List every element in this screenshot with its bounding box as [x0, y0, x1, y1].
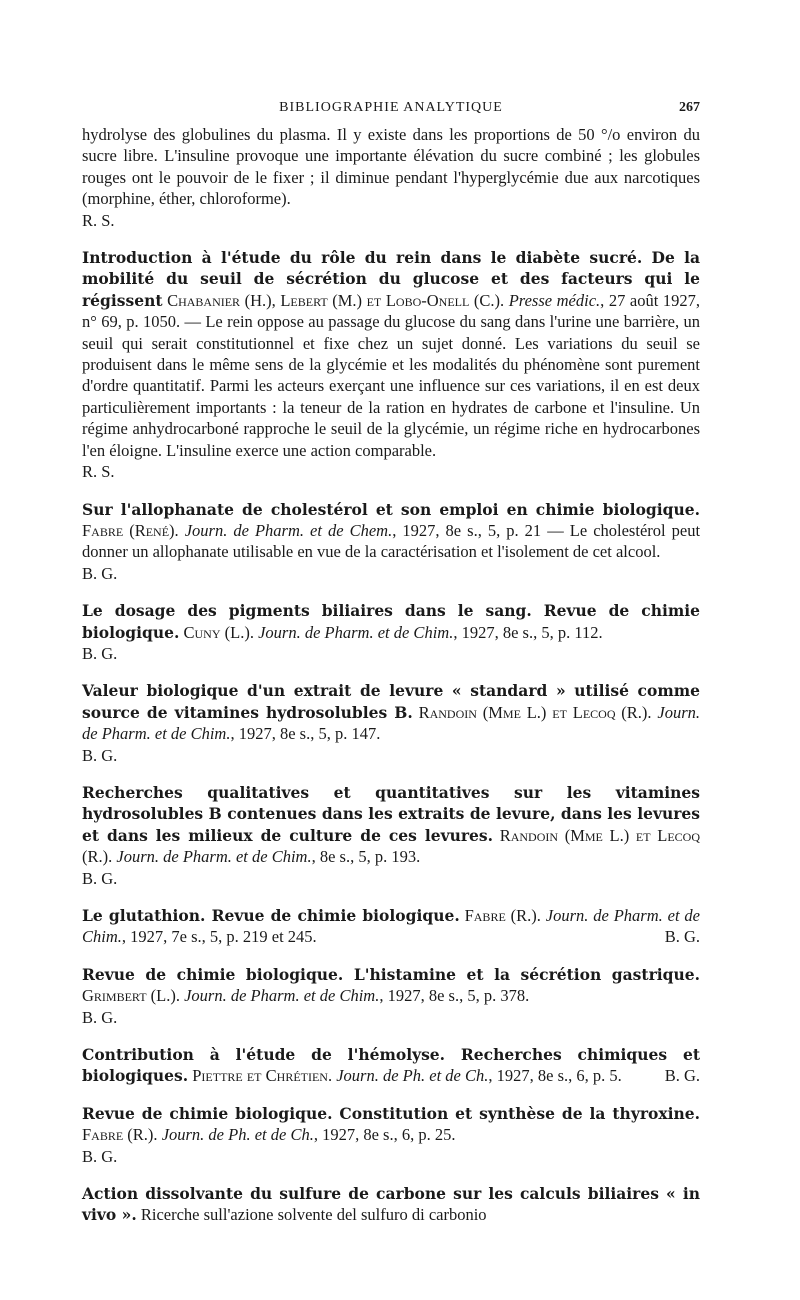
entry-reference: , 1927, 8e s., 5, p. 21 — [392, 520, 542, 540]
entry-signature: R. S. — [82, 462, 115, 482]
entry-authors: Chabanier (H.), Lebert (M.) et Lobo-Onell (C.). — [167, 290, 505, 310]
entry-text: — Le rein oppose au passage du glucose du sang dans l'urine une barrière, un seuil qui serait constitutionnel et fixe chez un sujet donné. Les variations du seuil se produisent dans le même sens de la glycémie et les modalités du phénomène sont purement d'ordre quantitatif. Parmi les acteurs exerçant une influence sur ces variations, il en est deux particulièrement importants : la teneur de la ration en hydrates de carbone et l'insuline. Un régime anhydrocarboné rapproche le seuil de la glycémie, un régime riche en hydrocarbones l'en éloigne. L'insuline exerce une action comparable. — [82, 312, 700, 460]
entry-authors: Fabre (R.). — [82, 1125, 158, 1145]
entry-title: Recherches qualitatives et quantitatives sur les vitamines hydrosolubles B contenues dans les extraits de levure, dans les levures et dans les milieux de culture de ces levures. — [82, 782, 700, 845]
running-title: BIBLIOGRAPHIE ANALYTIQUE — [279, 100, 503, 115]
entry-journal: Presse médic. — [508, 290, 601, 310]
entry-journal: Journ. de Pharm. et de Chem. — [184, 520, 393, 540]
entry-title: Le glutathion. Revue de chimie biologique. — [82, 906, 460, 925]
entry-reference: , 1927, 8e s., 5, p. 147. — [230, 724, 381, 744]
entry-signature: B. G. — [664, 1066, 700, 1086]
bibliography-entry — [82, 1183, 700, 1226]
entry-journal: Journ. de Pharm. et de Chim. — [116, 847, 312, 867]
entry-reference: , 8e s., 5, p. 193. — [311, 847, 421, 867]
bibliography-entry — [82, 782, 700, 889]
entry-authors: Cuny (L.). — [183, 622, 254, 642]
bibliography-entry — [82, 600, 700, 664]
entry-title: Le dosage des pigments biliaires dans le sang. Revue de chimie biologique. — [82, 601, 700, 642]
bibliography-entry — [82, 905, 700, 948]
bibliography-entry — [82, 499, 700, 585]
entry-journal: Journ. de Pharm. et de Chim. — [258, 622, 454, 642]
entry-signature: R. S. — [82, 210, 115, 230]
entry-signature: B. G. — [82, 745, 118, 765]
entry-signature: B. G. — [82, 643, 118, 663]
bibliography-entry — [82, 1103, 700, 1167]
entry-text: Ricerche sull'azione solvente del sulfuro di carbonio — [140, 1205, 487, 1225]
entry-signature: B. G. — [664, 927, 700, 947]
entry-reference: , 1927, 8e s., 5, p. 112. — [453, 622, 603, 642]
entry-journal: Journ. de Ph. et de Ch. — [161, 1125, 314, 1145]
entry-authors: Fabre (René). — [82, 520, 179, 540]
entry-authors: Randoin (Mme L.) et Lecoq (R.). — [82, 825, 701, 867]
bibliography-entry — [82, 247, 700, 482]
entry-authors: Piettre et Chrétien. — [192, 1066, 333, 1086]
entry-signature: B. G. — [82, 563, 118, 583]
entry-text: hydrolyse des globulines du plasma. Il y existe dans les proportions de 50 °/o environ du sucre libre. L'insuline provoque une importante élévation du sucre combiné ; les globules rouges ont le pouvoir de le fixer ; il diminue pendant l'hyperglycémie due aux narcotiques (morphine, éther, chloroforme). — [82, 125, 700, 209]
entry-text: — Le cholestérol peut donner un allophanate utilisable en vue de la caractérisation et l'isolement de cet alcool. — [82, 520, 701, 562]
entry-reference: , 27 août 1927, n° 69, p. 1050. — [82, 290, 700, 332]
bibliography-entry — [82, 964, 700, 1028]
entry-journal: Journ. de Ph. et de Ch. — [336, 1066, 489, 1086]
entry-reference: , 1927, 8e s., 6, p. 25. — [313, 1125, 456, 1145]
entry-journal: Journ. de Pharm. et de Chim. — [82, 702, 700, 744]
entry-title: Action dissolvante du sulfure de carbone sur les calculs biliaires « in vivo ». — [82, 1184, 700, 1225]
bibliography-body — [82, 124, 700, 1242]
entry-title: Sur l'allophanate de cholestérol et son emploi en chimie biologique. — [82, 499, 700, 519]
entry-title: Revue de chimie biologique. L'histamine et la sécrétion gastrique. — [82, 964, 700, 984]
entry-authors: Fabre (R.). — [464, 906, 541, 925]
entry-signature: B. G. — [82, 868, 118, 888]
entry-title: Introduction à l'étude du rôle du rein dans le diabète sucré. De la mobilité du seuil de sécrétion du glucose et des facteurs qui le régissent — [82, 248, 700, 310]
entry-title: Valeur biologique d'un extrait de levure « standard » utilisé comme source de vitamines hydrosolubles B. — [82, 681, 700, 722]
bibliography-entry — [82, 124, 700, 231]
entry-journal: Journ. de Pharm. et de Chim. — [184, 986, 380, 1006]
entry-authors: Grimbert (L.). — [82, 986, 180, 1006]
entry-reference: , 1927, 8e s., 6, p. 5. — [488, 1066, 622, 1086]
bibliography-entry — [82, 1044, 700, 1087]
entry-title: Contribution à l'étude de l'hémolyse. Recherches chimiques et biologiques. — [82, 1045, 700, 1086]
bibliography-entry — [82, 680, 700, 766]
entry-title: Revue de chimie biologique. Constitution et synthèse de la thyroxine. — [82, 1103, 700, 1123]
entry-reference: , 1927, 7e s., 5, p. 219 et 245. — [121, 927, 317, 947]
page-number: 267 — [679, 100, 700, 115]
entry-authors: Randoin (Mme L.) et Lecoq (R.). — [418, 702, 652, 722]
entry-journal: Journ. de Pharm. et de Chim. — [82, 906, 700, 947]
entry-signature: B. G. — [82, 1146, 118, 1166]
entry-signature: B. G. — [82, 1007, 118, 1027]
entry-reference: , 1927, 8e s., 5, p. 378. — [379, 986, 530, 1006]
